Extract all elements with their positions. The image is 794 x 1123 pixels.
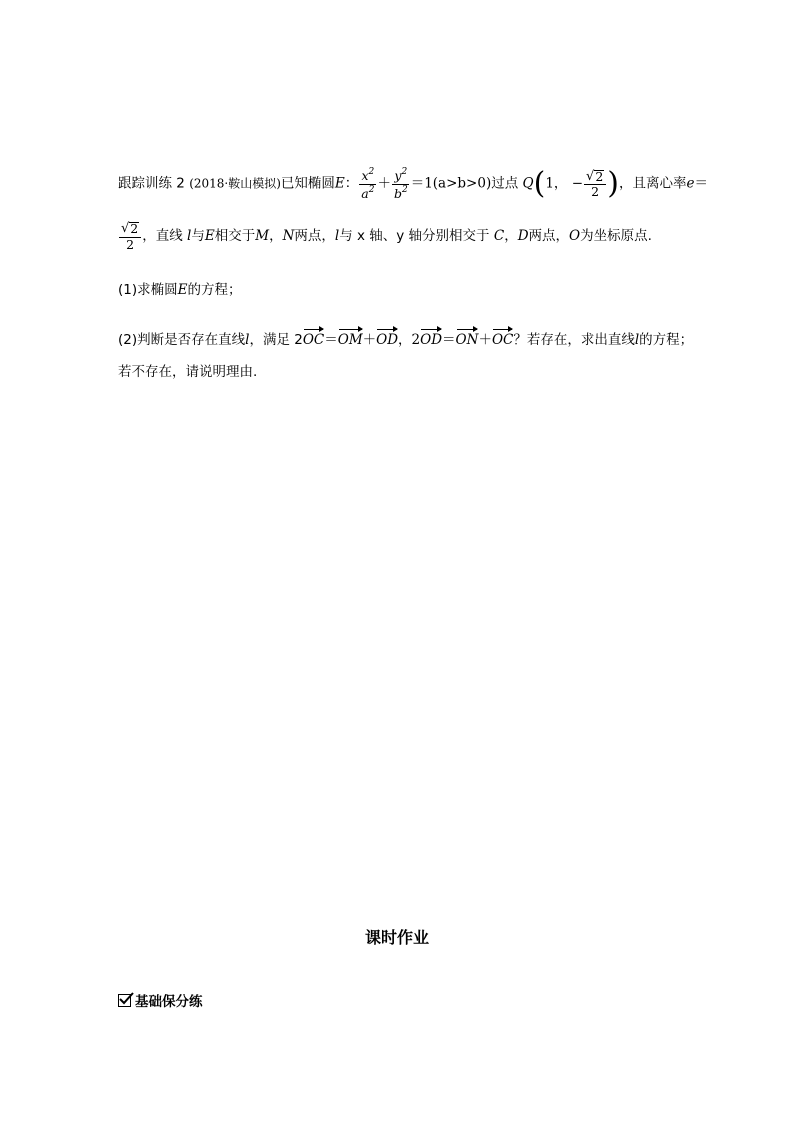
eq-sign: ＝: [694, 175, 708, 192]
part-1: [118, 278, 676, 298]
part2-question: ？若存在，求出直线: [513, 332, 635, 348]
vector-ON: ON: [455, 332, 479, 348]
fraction-x2-a2: $\frac{x^2}{a^2}$: [361, 167, 375, 201]
point-name: Q: [522, 175, 534, 192]
through-text: 过点: [491, 175, 519, 192]
plus-1: ＋: [362, 332, 377, 348]
fraction-sqrt2-over-2: √ 2 2: [584, 170, 606, 199]
with-text: 与: [191, 228, 205, 244]
two-points: 两点，: [294, 228, 335, 244]
problem-label: 跟踪训练 2: [118, 175, 185, 192]
vector-OD-2: OD: [420, 332, 443, 348]
comma-2: ，2: [398, 332, 421, 348]
point-M: M: [255, 228, 270, 244]
eq2-mid: ＝: [442, 332, 456, 348]
line-var-2: l: [334, 228, 340, 244]
checkbox-icon: [118, 994, 131, 1007]
problem-intro: 已知椭圆: [280, 175, 335, 192]
point-N: N: [282, 228, 295, 244]
line1-rest: ，直线: [142, 228, 183, 244]
part2-head: (2)判断是否存在直线: [118, 332, 246, 348]
origin-text: 为坐标原点.: [580, 228, 652, 244]
colon: ：: [344, 175, 359, 192]
line-var: l: [187, 228, 192, 244]
ellipse-name: E: [334, 175, 345, 192]
part1-head: (1)求椭圆: [118, 282, 178, 298]
vector-OD: OD: [376, 332, 399, 348]
subsection-heading: [118, 990, 203, 1010]
part1-E: E: [177, 282, 188, 298]
point-D: D: [517, 228, 529, 244]
fraction-sqrt2-over-2-b: √ 2 2: [119, 222, 141, 251]
point-O: O: [569, 228, 581, 244]
problem-source: (2018·鞍山模拟): [189, 176, 281, 191]
point-x: 1，: [545, 175, 568, 192]
part2-tail: 的方程；: [639, 332, 694, 348]
e-var: e: [686, 175, 695, 192]
right-paren: ): [607, 166, 619, 201]
eq1-mid: ＝: [324, 332, 338, 348]
two-points-2: 两点，: [528, 228, 570, 244]
vector-OM: OM: [337, 332, 363, 348]
part2-l2: l: [634, 332, 640, 348]
meet-text: 相交于: [214, 228, 256, 244]
left-paren: (: [533, 166, 546, 201]
vector-OC-2: OC: [491, 332, 514, 348]
fraction-y2-b2: $\frac{y^2}{b^2}$: [393, 167, 408, 201]
section-title: 课时作业: [364, 928, 429, 947]
part2-l: l: [245, 332, 250, 348]
problem-line-1: 跟踪训练 2 (2018·鞍山模拟)已知椭圆E： $\frac{x^2}{a^2}$ ＋ $\frac{y^2}{b^2}$ ＝1(a>b>0)过点 Q(1， − √ 2 2 )，且离心率e＝: [118, 166, 708, 201]
part-2-line-1: [118, 328, 694, 348]
part1-tail: 的方程；: [187, 282, 242, 298]
condition-text: ，且离心率: [619, 175, 687, 192]
part-2-line-2: [118, 360, 676, 380]
subsection-title: 基础保分练: [135, 994, 203, 1010]
part2-satisfy: ，满足 2: [249, 332, 303, 348]
point-C: C: [493, 228, 505, 244]
ellipse-ref: E: [204, 228, 215, 244]
axes-text: 与 x 轴、y 轴分别相交于: [339, 228, 490, 244]
equation-tail: ＝1(a>b>0): [410, 175, 492, 192]
vector-OC: OC: [302, 332, 325, 348]
part2-line2: 若不存在，请说明理由.: [118, 364, 258, 380]
plus-2: ＋: [478, 332, 492, 348]
problem-line-2: √ 2 2 ，直线 l与E相交于M，N两点，l与 x 轴、y 轴分别相交于 C，D两点，O为坐标原点.: [121, 221, 652, 252]
